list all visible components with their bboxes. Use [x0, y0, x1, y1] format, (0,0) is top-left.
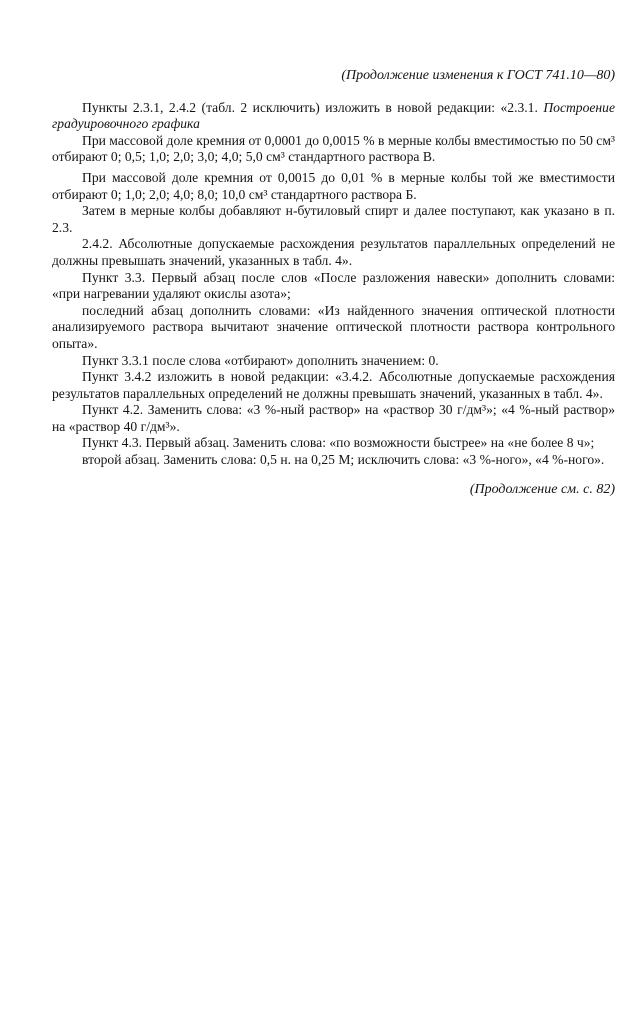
paragraph-9: Пункт 3.4.2 изложить в новой редакции: «3.4.2. Абсолютные допускаемые расхождения результатов параллельных определений не должны превышать значений, указанных в табл. 4».	[52, 369, 615, 401]
paragraph-7: последний абзац дополнить словами: «Из найденного значения оптической плотности анализируемого раствора вычитают значение оптической плотности раствора контрольного опыта».	[52, 302, 615, 351]
paragraph-8: Пункт 3.3.1 после слова «отбирают» дополнить значением: 0.	[82, 352, 439, 368]
paragraph-1	[52, 100, 615, 133]
paragraph-6: Пункт 3.3. Первый абзац после слов «После разложения навески» дополнить словами: «при нагревании удаляют окислы азота»;	[52, 269, 615, 302]
paragraph-12: второй абзац. Заменить слова: 0,5 н. на 0,25 М; исключить слова: «3 %-ного», «4 %-ного».	[82, 452, 605, 468]
paragraph-2: При массовой доле кремния от 0,0001 до 0,0015 % в мерные колбы вместимостью по 50 см³ отбирают 0; 0,5; 1,0; 2,0; 3,0; 4,0; 5,0 см³ стандартного раствора В.	[52, 132, 615, 165]
paragraph-1-italic-title: Построение градуировочного графика	[52, 99, 615, 132]
document-page	[52, 68, 615, 512]
paragraph-5: 2.4.2. Абсолютные допускаемые расхождения результатов параллельных определений не должны превышать значений, указанных в табл. 4».	[52, 236, 615, 268]
continuation-footer: (Продолжение см. с. 82)	[469, 481, 615, 497]
paragraph-4: Затем в мерные колбы добавляют н-бутиловый спирт и далее поступают, как указано в п. 2.3.	[52, 203, 615, 235]
paragraph-1-text: Пункты 2.3.1, 2.4.2 (табл. 2 исключить) изложить в новой редакции: «2.3.1.	[82, 99, 544, 115]
paragraph-11: Пункт 4.3. Первый абзац. Заменить слова: «по возможности быстрее» на «не более 8 ч»;	[82, 435, 595, 451]
paragraph-10: Пункт 4.2. Заменить слова: «3 %-ный раствор» на «раствор 30 г/дм³»; «4 %-ный раствор» на «раствор 40 г/дм³».	[52, 402, 615, 434]
continuation-header: (Продолжение изменения к ГОСТ 741.10—80)	[341, 68, 615, 83]
paragraph-3: При массовой доле кремния от 0,0015 до 0,01 % в мерные колбы той же вместимости отбирают 0; 1,0; 2,0; 4,0; 8,0; 10,0 см³ стандартного раствора Б.	[52, 169, 615, 202]
